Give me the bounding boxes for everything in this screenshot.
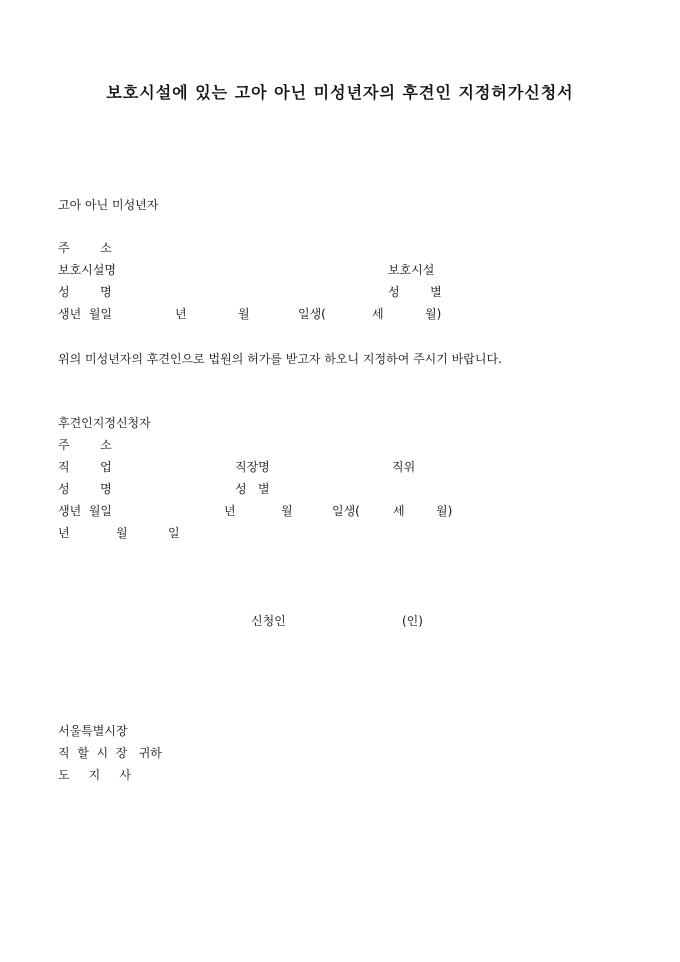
applicant-position-label: 직위 xyxy=(392,460,416,474)
minor-age: 세 xyxy=(372,307,384,321)
applicant-job-label: 직 업 xyxy=(58,460,112,474)
minor-address-label: 주 소 xyxy=(58,241,112,255)
applicant-heading: 후견인지정신청자 xyxy=(58,416,151,430)
applicant-birth-year: 년 xyxy=(224,504,236,518)
minor-birth-label: 생년 월일 xyxy=(58,307,112,321)
signature-label: 신청인 xyxy=(251,614,286,628)
minor-name-label: 성 명 xyxy=(58,285,112,299)
applicant-address-label: 주 소 xyxy=(58,438,112,452)
minor-sex-label: 성 별 xyxy=(388,285,442,299)
applicant-birth-day: 일생( xyxy=(332,504,360,518)
request-text: 위의 미성년자의 후견인으로 법원의 허가를 받고자 하오니 지정하여 주시기 바랍니다. xyxy=(58,352,502,366)
applicant-age: 세 xyxy=(393,504,405,518)
date-month: 월 xyxy=(116,526,128,540)
minor-facility-right-label: 보호시설 xyxy=(388,263,435,277)
minor-age-month: 월) xyxy=(425,307,442,321)
document-title: 보호시설에 있는 고아 아닌 미성년자의 후견인 지정허가신청서 xyxy=(106,83,574,102)
applicant-age-month: 월) xyxy=(436,504,453,518)
recipient-line-2: 직 할 시 장 귀하 xyxy=(58,746,162,760)
minor-facility-label: 보호시설명 xyxy=(58,263,116,277)
minor-birth-year: 년 xyxy=(175,307,187,321)
date-day: 일 xyxy=(168,526,180,540)
applicant-birth-label: 생년 월일 xyxy=(58,504,112,518)
signature-seal: (인) xyxy=(402,614,423,628)
applicant-workplace-label: 직장명 xyxy=(235,460,270,474)
recipient-line-1: 서울특별시장 xyxy=(58,724,128,738)
recipient-line-3: 도 지 사 xyxy=(58,768,131,782)
minor-heading: 고아 아닌 미성년자 xyxy=(58,198,159,212)
applicant-birth-month: 월 xyxy=(281,504,293,518)
applicant-name-label: 성 명 xyxy=(58,482,112,496)
date-year: 년 xyxy=(58,526,70,540)
minor-birth-day: 일생( xyxy=(298,307,326,321)
minor-birth-month: 월 xyxy=(238,307,250,321)
applicant-sex-label: 성 별 xyxy=(235,482,270,496)
